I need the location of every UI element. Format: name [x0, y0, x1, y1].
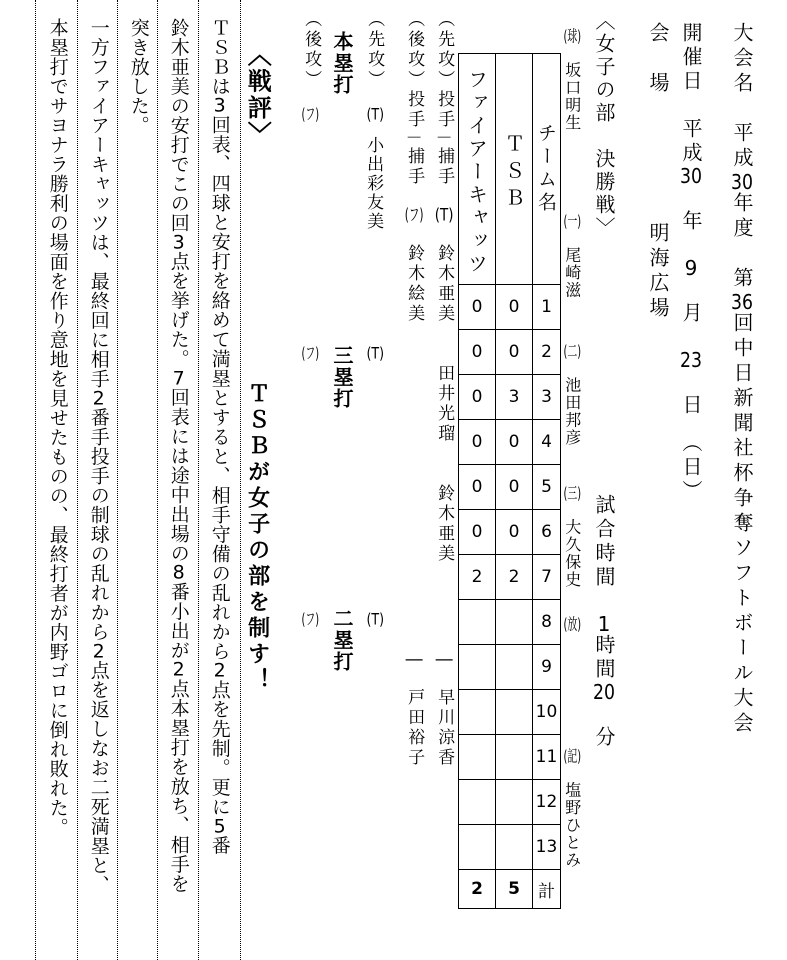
home-run-t-names: 小出彩友美	[363, 136, 384, 231]
event-date: 開催日 平成30 年 9 月 23 日 （日）	[679, 22, 703, 504]
triple-title: 三塁打	[330, 345, 354, 410]
team2-inning-11	[459, 735, 496, 780]
tournament-title: 大会名 平成30年度 第36回中日新聞社杯争奪ソフトボール大会	[730, 22, 754, 737]
team2-inning-6: 0	[459, 510, 496, 555]
review-paragraph-3: 突き放した。	[127, 18, 150, 135]
review-headline: ＴＳＢが女子の部を制す！	[244, 382, 270, 694]
dotted-separator-3	[157, 0, 158, 960]
dotted-separator-4	[198, 0, 199, 960]
inning-label-9: 9	[533, 645, 561, 690]
triple-t-label: (T)	[366, 345, 385, 361]
team2-inning-10	[459, 690, 496, 735]
team2-name: ファイアーキャッツ	[464, 69, 489, 276]
battery-second-catcher: ― 戸田裕子	[404, 651, 425, 768]
section-title: 〈女子の部 決勝戦〉	[592, 10, 616, 240]
home-run-t-label: (T)	[366, 106, 385, 122]
team1-inning-9	[496, 645, 533, 690]
scoreboard-total-row	[459, 870, 561, 909]
dotted-separator-5	[240, 0, 241, 960]
inning-label-1: 1	[533, 285, 561, 330]
first-attack-label: （先攻）	[364, 10, 385, 90]
venue: 会 場 明海広場	[646, 22, 670, 322]
official-entry-3: (三) 大久保史	[562, 485, 582, 589]
official-entry-5: (記) 塩野ひとみ	[562, 748, 582, 869]
team1-name: ＴＳＢ	[501, 133, 526, 214]
inning-label-12: 12	[533, 780, 561, 825]
team1-header-cell	[496, 54, 533, 285]
team1-inning-11	[496, 735, 533, 780]
team1-inning-2: 0	[496, 330, 533, 375]
game-time: 試合時間 1時間20 分	[592, 494, 616, 750]
double-f-label: (フ)	[301, 611, 320, 627]
home-run-f-label: (フ)	[301, 106, 320, 122]
battery-second-team: （後攻）投手－捕手 (フ) 鈴木絵美	[404, 10, 425, 324]
team1-inning-12	[496, 780, 533, 825]
team2-inning-1: 0	[459, 285, 496, 330]
scoreboard-row-1	[459, 285, 561, 330]
dotted-separator-0	[35, 0, 36, 960]
team2-inning-12	[459, 780, 496, 825]
team2-total: 2	[459, 870, 496, 909]
inning-label-11: 11	[533, 735, 561, 780]
battery-first-catcher: ― 早川涼香	[434, 651, 455, 768]
inning-label-3: 3	[533, 375, 561, 420]
team1-inning-8	[496, 600, 533, 645]
review-paragraph-1: ＴＳＢは3回表、四球と安打を絡めて満塁とすると、相手守備の乱れから2点を先制。更に5番	[208, 18, 231, 855]
official-entry-4: (放)	[563, 616, 582, 632]
team1-inning-1: 0	[496, 285, 533, 330]
second-attack-label: （後攻）	[301, 10, 322, 90]
scoreboard-row-3	[459, 375, 561, 420]
inning-label-13: 13	[533, 825, 561, 870]
scoreboard-row-11	[459, 735, 561, 780]
scoreboard-row-9	[459, 645, 561, 690]
scoreboard-row-6	[459, 510, 561, 555]
review-paragraph-4: 一方ファイアーキャッツは、最終回に相手2番手投手の制球の乱れから2点を返しなお二死満塁と、	[87, 18, 110, 895]
inning-label-6: 6	[533, 510, 561, 555]
team1-inning-3: 3	[496, 375, 533, 420]
team1-inning-7: 2	[496, 555, 533, 600]
official-entry-0: (球) 坂口明生	[562, 28, 582, 132]
innings-header: チーム名	[535, 123, 557, 215]
scoreboard-row-7	[459, 555, 561, 600]
team1-inning-10	[496, 690, 533, 735]
team2-inning-4: 0	[459, 420, 496, 465]
home-run-title: 本塁打	[330, 31, 354, 96]
team1-inning-6: 0	[496, 510, 533, 555]
review-paragraph-2: 鈴木亜美の安打でこの回3点を挙げた。7回表には途中出場の8番小出が2点本塁打を放ち、相手を	[167, 18, 190, 894]
inning-label-5: 5	[533, 465, 561, 510]
inning-label-2: 2	[533, 330, 561, 375]
scoreboard-table	[458, 53, 561, 909]
team2-inning-3: 0	[459, 375, 496, 420]
team2-inning-5: 0	[459, 465, 496, 510]
team2-inning-13	[459, 825, 496, 870]
team2-inning-8	[459, 600, 496, 645]
battery-first-team: （先攻）投手－捕手 (T) 鈴木亜美 田井光瑠 鈴木亜美	[434, 10, 455, 564]
team2-header-cell	[459, 54, 496, 285]
scoreboard	[458, 53, 561, 909]
total-label: 計	[533, 870, 561, 909]
inning-label-8: 8	[533, 600, 561, 645]
official-entry-2: (二) 池田邦彦	[562, 343, 582, 447]
innings-header-cell	[533, 54, 561, 285]
review-title: 〈戦評〉	[243, 42, 272, 148]
scoreboard-row-2	[459, 330, 561, 375]
team1-inning-4: 0	[496, 420, 533, 465]
double-t-label: (T)	[366, 611, 385, 627]
scoreboard-row-10	[459, 690, 561, 735]
review-paragraph-5: 本塁打でサヨナラ勝利の場面を作り意地を見せたものの、最終打者が内野ゴロに倒れ敗れた。	[46, 18, 69, 837]
dotted-separator-2	[117, 0, 118, 960]
scoreboard-row-13	[459, 825, 561, 870]
double-title: 二塁打	[330, 608, 354, 673]
inning-label-4: 4	[533, 420, 561, 465]
triple-f-label: (フ)	[301, 345, 320, 361]
scoreboard-row-12	[459, 780, 561, 825]
inning-label-10: 10	[533, 690, 561, 735]
inning-label-7: 7	[533, 555, 561, 600]
team2-inning-7: 2	[459, 555, 496, 600]
team1-inning-13	[496, 825, 533, 870]
scoreboard-row-8	[459, 600, 561, 645]
team1-inning-5: 0	[496, 465, 533, 510]
dotted-separator-1	[77, 0, 78, 960]
team2-inning-2: 0	[459, 330, 496, 375]
official-entry-1: (一) 尾崎滋	[562, 213, 582, 299]
team2-inning-9	[459, 645, 496, 690]
team1-total: 5	[496, 870, 533, 909]
scoreboard-row-5	[459, 465, 561, 510]
scoreboard-row-4	[459, 420, 561, 465]
